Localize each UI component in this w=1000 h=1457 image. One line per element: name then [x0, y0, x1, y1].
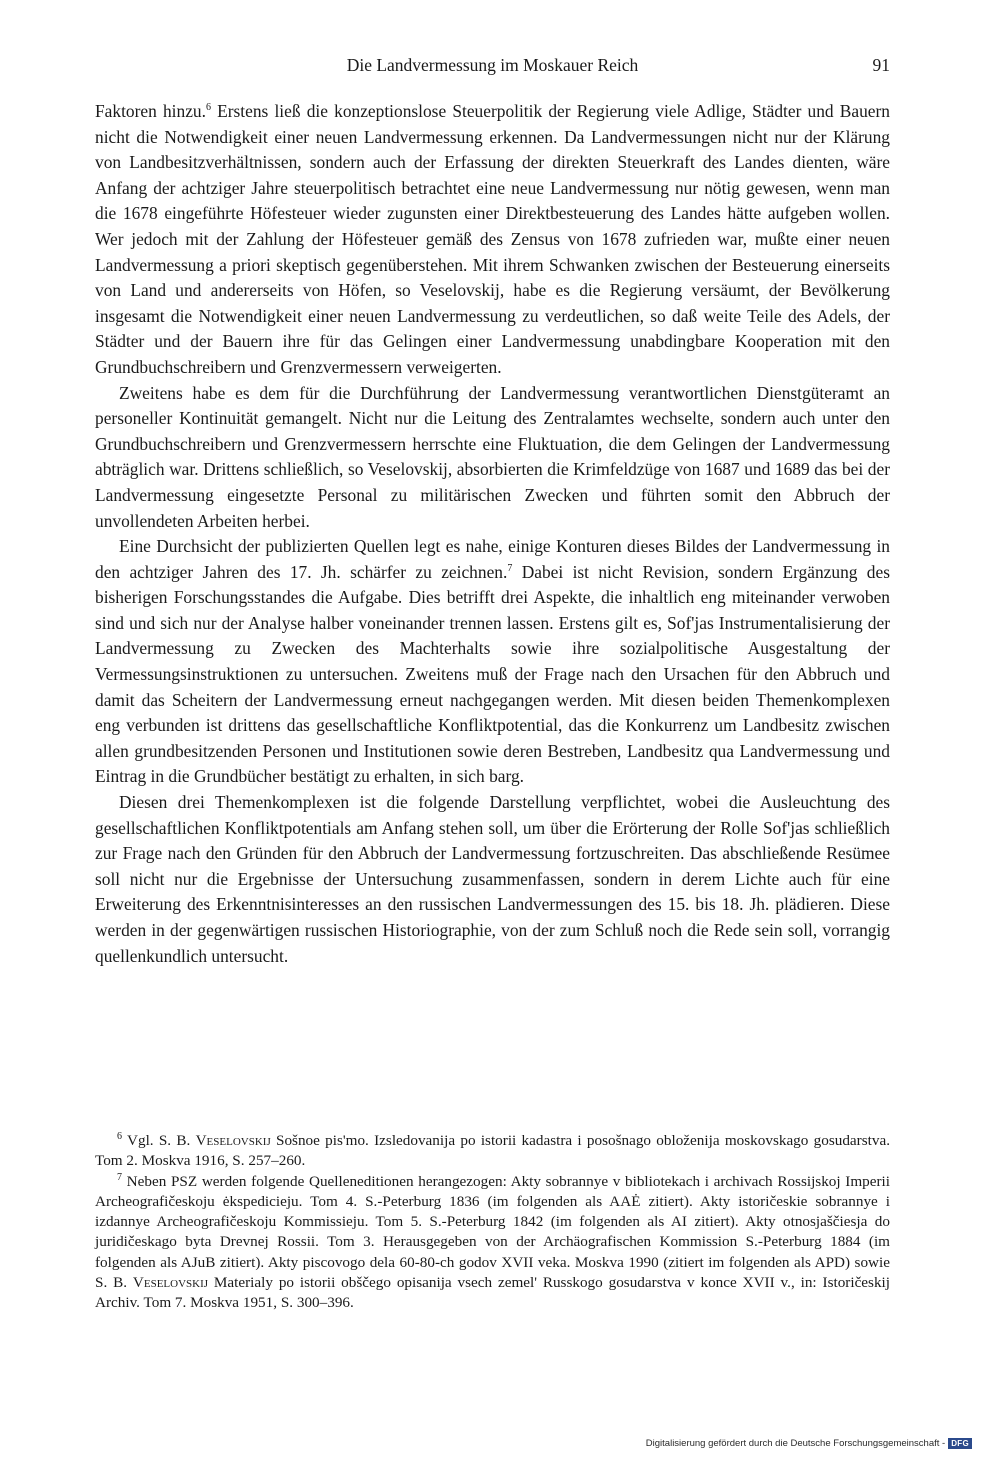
footnote-6-author: Veselovskij [195, 1132, 271, 1149]
page-number: 91 [872, 55, 890, 75]
footnote-6-number: 6 [117, 1130, 122, 1142]
footnote-7-text-a: Neben PSZ werden folgende Quelleneditionen herangezogen: Akty sobrannye v bibliotekach i archivach Rossijskoj Imperii Archeografičeskoju ėkspedicieju. Tom 4. S.-Peterburg 1836 (im folgenden als AAĖ zitiert). Akty istoričeskie sobrannye i izdannye Archeografičeskoju Kommissieju. Tom 5. S.-Peterburg 1842 (im folgenden als AI zitiert). Akty otnosjaščiesja do juridičeskago byta Drevnej Rossii. Tom 3. Herausgegeben von der Archäografischen Kommission S.-Peterburg 1884 (im folgenden als AJuB zitiert). Akty piscovogo dela 60-80-ch godov XVII veka. Moskva 1990 (zitiert im folgenden als APD) sowie S. B. [95, 1172, 890, 1292]
footnotes [95, 1131, 890, 1314]
paragraph-3-rest: Dabei ist nicht Revision, sondern Ergänzung des bisherigen Forschungsstandes die Aufgabe. Dies betrifft drei Aspekte, die inhaltlich eng miteinander verwoben sind und sich nur der Analyse halber voneinander trennen lassen. Erstens gilt es, Sof'jas Instrumentalisierung der Landvermessung zu Zwecken des Machterhalts sowie ihre sozialpolitische Ausgestaltung der Vermessungsinstruktionen zu untersuchen. Zweitens muß der Frage nach den Ursachen für den Abbruch und damit das Scheitern der Landvermessung erneut nachgegangen werden. Mit diesen beiden Themenkomplexen eng verbunden ist drittens das gesellschaftliche Konfliktpotential, das die Konkurrenz um Landbesitz zwischen allen grundbesitzenden Personen und Institutionen sowie deren Bestreben, Landbesitz qua Landvermessung und Eintrag in die Grundbücher bestätigt zu erhalten, in sich barg. [95, 561, 890, 787]
dfg-logo-icon: DFG [948, 1438, 972, 1449]
paragraph-3 [95, 534, 890, 790]
body-text [95, 99, 890, 969]
footnote-6-prefix: Vgl. S. B. [122, 1132, 196, 1149]
running-head [95, 55, 890, 81]
digitization-credit [646, 1438, 972, 1449]
footnote-6-text: Sošnoe pis'mo. Izsledovanija po istorii kadastra i posošnago obloženija moskovskago gosudarstva. Tom 2. Moskva 1916, S. 257–260. [95, 1132, 890, 1170]
footnote-7-author: Veselovskij [132, 1274, 209, 1292]
footnote-7-text-b: Materialy po istorii obščego opisanija vsech zemel' Russkogo gosudarstva v konce XVII v., in: Istoričeskij Archiv. Tom 7. Moskva 1951, S. 300–396. [95, 1274, 890, 1312]
paragraph-2: Zweitens habe es dem für die Durchführung der Landvermessung verantwortlichen Dienstgüteramt an personeller Kontinuität gemangelt. Nicht nur die Leitung des Zentralamtes wechselte, sondern auch unter den Grundbuchschreibern und Grenzvermessern herrschte eine Fluktuation, die dem Gelingen der Landvermessung abträglich war. Drittens schließlich, so Veselovskij, absorbierten die Krimfeldzüge von 1687 und 1689 das bei der Landvermessung eingesetzte Personal zu militärischen Zwecken und führten somit den Abbruch der unvollendeten Arbeiten herbei. [95, 382, 890, 531]
footnote-ref-7: 7 [507, 562, 513, 574]
footnote-7 [95, 1172, 890, 1314]
footnote-7-number: 7 [117, 1171, 122, 1183]
paragraph-3-start: Eine Durchsicht der publizierten Quellen legt es nahe, einige Konturen dieses Bildes der Landvermessung in den achtziger Jahren des 17. Jh. schärfer zu zeichnen. [95, 536, 890, 582]
footnote-6 [95, 1131, 890, 1172]
running-title: Die Landvermessung im Moskauer Reich [346, 55, 639, 75]
paragraph-1-start: Faktoren hinzu. [95, 101, 206, 121]
paragraph-4: Diesen drei Themenkomplexen ist die folgende Darstellung verpflichtet, wobei die Ausleuchtung des gesellschaftlichen Konfliktpotentials am Anfang stehen soll, um über die Erörterung der Rolle Sof'jas schließlich zur Frage nach den Gründen für den Abbruch der Landvermessung fortzuschreiten. Das abschließende Resümee soll nicht nur die Ergebnisse der Untersuchung zusammenfassen, sondern in derem Lichte auch für eine Erweiterung des Erkenntnisinteresses an den russischen Landvermessungen des 15. bis 18. Jh. plädieren. Diese werden in der gegenwärtigen russischen Historiographie, von der zum Schluß noch die Rede sein soll, vorrangig quellenkundlich untersucht. [95, 792, 890, 966]
digitization-credit-text: Digitalisierung gefördert durch die Deutsche Forschungsgemeinschaft - [645, 1438, 946, 1449]
footnote-ref-6: 6 [205, 102, 211, 114]
paragraph-1-rest: Erstens ließ die konzeptionslose Steuerpolitik der Regierung viele Adlige, Städter und Bauern nicht die Notwendigkeit einer neuen Landvermessung erkennen. Da Landvermessungen nicht nur der Klärung von Landbesitzverhältnissen, sondern auch der Erfassung der direkten Steuerkraft des Landes dienten, wäre Anfang der achtziger Jahre steuerpolitisch betrachtet eine neue Landvermessung nur nötig gewesen, wenn man die 1678 eingeführte Höfesteuer wieder zugunsten einer Direktbesteuerung des Landes hätte aufgeben wollen. Wer jedoch mit der Zahlung der Höfesteuer gemäß des Zensus von 1678 zufrieden war, mußte einer neuen Landvermessung a priori skeptisch gegenüberstehen. Mit ihrem Schwanken zwischen der Besteuerung einerseits von Land und andererseits von Höfen, so Veselovskij, habe es die Regierung versäumt, der Bevölkerung insgesamt die Notwendigkeit einer neuen Landvermessung zu verdeutlichen, so daß weite Teile des Adels, der Städter und der Bauern ihre für das Gelingen einer Landvermessung unabdingbare Kooperation mit den Grundbuchschreibern und Grenzvermessern verweigerten. [95, 101, 891, 377]
paragraph-1 [95, 99, 890, 381]
